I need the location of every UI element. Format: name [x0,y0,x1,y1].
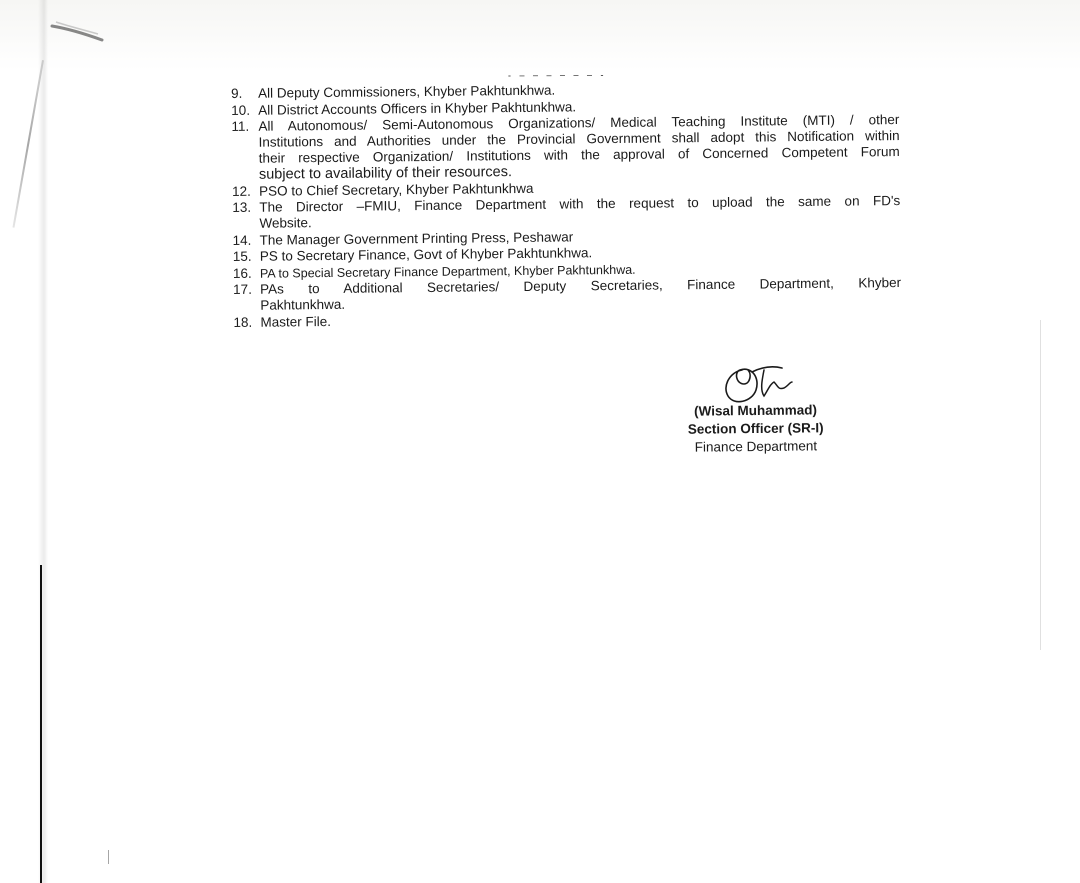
item-text-line: All Autonomous/ Semi-Autonomous Organizations/ Medical Teaching Institute (MTI) / other [258,112,900,134]
item-number: 18. [233,314,253,330]
item-text-line: Website. [259,215,312,231]
item-number: 13. [232,199,252,215]
item-text-line: PAs to Additional Secretaries/ Deputy Secretaries, Finance Department, Khyber [260,274,902,297]
signatory-title: Section Officer (SR-I) [687,420,824,437]
item-number: 15. [232,248,252,264]
list-item [231,112,900,183]
scan-edge-right [1040,320,1041,650]
item-number: 14. [232,232,252,248]
item-text-line: subject to availability of their resources. [258,164,513,183]
item-text: PS to Secretary Finance, Govt of Khyber Pakhtunkhwa. [259,245,593,264]
staple-mark-icon [50,18,106,44]
item-number: 9. [231,85,243,101]
item-text: PSO to Chief Secretary, Khyber Pakhtunkhwa [259,180,534,199]
item-number: 10. [231,102,251,118]
item-text [258,112,900,183]
item-number: 17. [233,281,252,297]
item-text: All Deputy Commissioners, Khyber Pakhtunkhwa. [257,82,556,101]
scan-edge-line [40,565,42,883]
item-text: PA to Special Secretary Finance Department, Khyber Pakhtunkhwa. [259,262,636,281]
scan-tick-mark [108,850,109,864]
item-text: All District Accounts Officers in Khyber Pakhtunkhwa. [258,98,577,118]
signatory-department: Finance Department [694,438,818,455]
item-text: The Manager Government Printing Press, Peshawar [259,228,574,248]
page-header-dashes: - ‒ ‒ ‒ ‒ ‒ ‒ - [507,69,607,81]
item-text: Master File. [260,313,332,330]
signatory-name: (Wisal Muhammad) [694,402,818,419]
item-text-line: Pakhtunkhwa. [260,296,346,313]
item-number: 11. [231,118,250,134]
item-text-line: Institutions and Authorities under the Provincial Government shall adopt this Notification within [258,128,900,150]
item-number: 16. [232,265,252,281]
distribution-list [231,79,902,331]
item-number: 12. [232,183,251,199]
item-text-line: their respective Organization/ Institutions with the approval of Concerned Competent Forum [258,144,900,166]
item-text-line: The Director –FMIU, Finance Department with the request to upload the same on FD's [259,192,901,215]
